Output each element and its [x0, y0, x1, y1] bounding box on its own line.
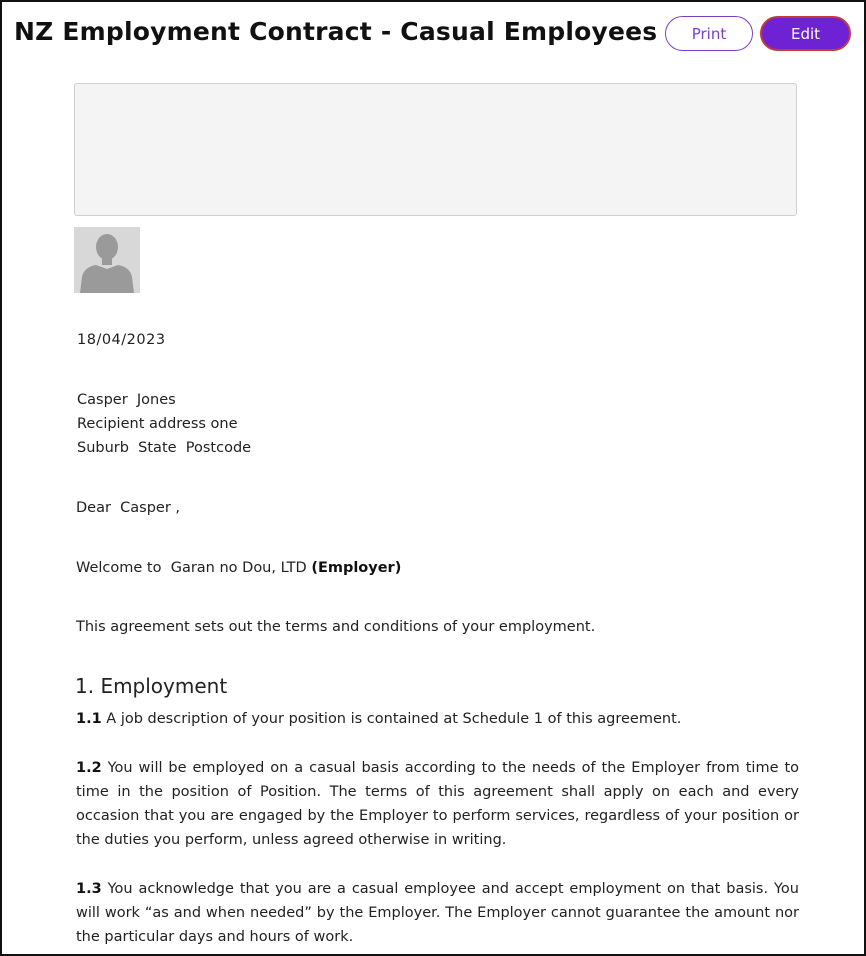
clause-number: 1.3 [76, 881, 102, 897]
header [14, 16, 850, 52]
edit-button[interactable]: Edit [760, 16, 851, 51]
clause-number: 1.1 [76, 711, 102, 727]
clause-1-2 [76, 756, 799, 852]
avatar [74, 227, 140, 293]
clause-1-1 [76, 707, 799, 731]
section-heading-employment: 1. Employment [75, 674, 228, 698]
recipient-address-line2: Suburb State Postcode [77, 440, 252, 456]
clause-text: You will be employed on a casual basis according to the needs of the Employer from time to time in the position of Position. The terms of this agreement shall apply on each and every occasion that you are engaged by the Employer to perform services, regardless of your position or the duties you perform, unless agreed otherwise in writing. [76, 760, 799, 848]
recipient-address [77, 388, 800, 460]
welcome-line [76, 556, 799, 580]
recipient-address-line1: Recipient address one [77, 416, 238, 432]
letterhead-banner [74, 83, 797, 216]
recipient-name: Casper Jones [77, 392, 176, 408]
person-silhouette-icon [74, 227, 140, 293]
clause-1-3 [76, 877, 799, 949]
print-button[interactable]: Print [665, 16, 753, 51]
welcome-text: Welcome to Garan no Dou, LTD [76, 560, 312, 576]
clause-number: 1.2 [76, 760, 102, 776]
page-title: NZ Employment Contract - Casual Employees [14, 17, 658, 46]
letter-date: 18/04/2023 [77, 332, 166, 348]
employer-label: (Employer) [311, 560, 402, 576]
greeting: Dear Casper , [76, 500, 181, 516]
clause-text: You acknowledge that you are a casual employee and accept employment on that basis. You will work “as and when needed” by the Employer. The Employer cannot guarantee the amount nor the particular days and hours of work. [76, 881, 799, 945]
intro-paragraph: This agreement sets out the terms and conditions of your employment. [76, 619, 596, 635]
clause-text: A job description of your position is contained at Schedule 1 of this agreement. [101, 711, 682, 727]
